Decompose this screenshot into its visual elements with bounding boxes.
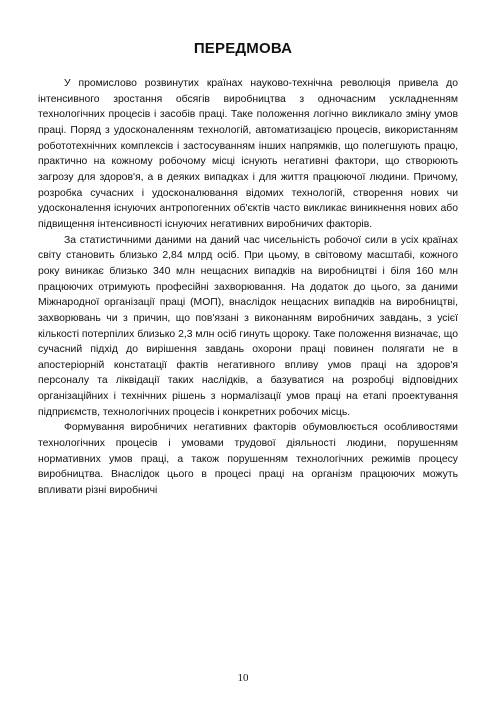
paragraph-1: У промислово розвинутих країнах науково-технічна революція привела до інтенсивного зростання обсягів виробництва з одночасним ускладненням технологічних процесів і засобів праці. Таке положення логічно викликало зміну умов праці. Поряд з удосконаленням технологій, автоматизацією процесів, використанням робототехнічних комплексів і застосуванням інших напрямків, що полегшують працю, практично на кожному робочому місці існують негативні фактори, що створюють загрозу для здоров'я, а в деяких випадках і для життя працюючої людини. Причому, розробка сучасних і удосконалювання відомих технологій, створення нових чи удосконалення існуючих антропогенних об'єктів часто викликає виникнення нових або підвищення інтенсивності існуючих негативних виробничих факторів.: [38, 78, 458, 230]
paragraph-3: Формування виробничих негативних факторів обумовлюється особливостями технологічних процесів і умовами трудової діяльності людини, порушенням нормативних умов праці, а також порушенням технологічних режимів процесу виробництва. Внаслідок цього в процесі праці на організм працюючих можуть впливати різні виробничі: [38, 422, 458, 497]
document-body: [38, 76, 458, 499]
page-title: ПЕРЕДМОВА: [193, 40, 293, 57]
paragraph-2: За статистичними даними на даний час чисельність робочої сили в усіх країнах світу становить близько 2,84 млрд осіб. При цьому, в світовому масштабі, кожного року виникає близько 340 млн нещасних випадків на виробництві і біля 160 млн працюючих отримують професійні захворювання. На додаток до цього, за даними Міжнародної організації праці (МОП), внаслідок нещасних випадків на виробництві, захворювань чи з причин, що пов'язані з виконанням виробничих завдань, з усієї кількості потерпілих близько 2,3 млн осіб гинуть щороку. Таке положення визначає, що сучасний підхід до вирішення завдань охорони праці повинен полягати не в апостеріорній констатації фактів негативного впливу умов праці на здоров'я персоналу та ліквідації таких наслідків, а базуватися на розробці відповідних організаційних і технічних рішень з нормалізації умов праці на етапі проектування підприємств, технологічних процесів і конкретних робочих місць.: [38, 234, 458, 418]
page-number: 10: [237, 672, 249, 684]
